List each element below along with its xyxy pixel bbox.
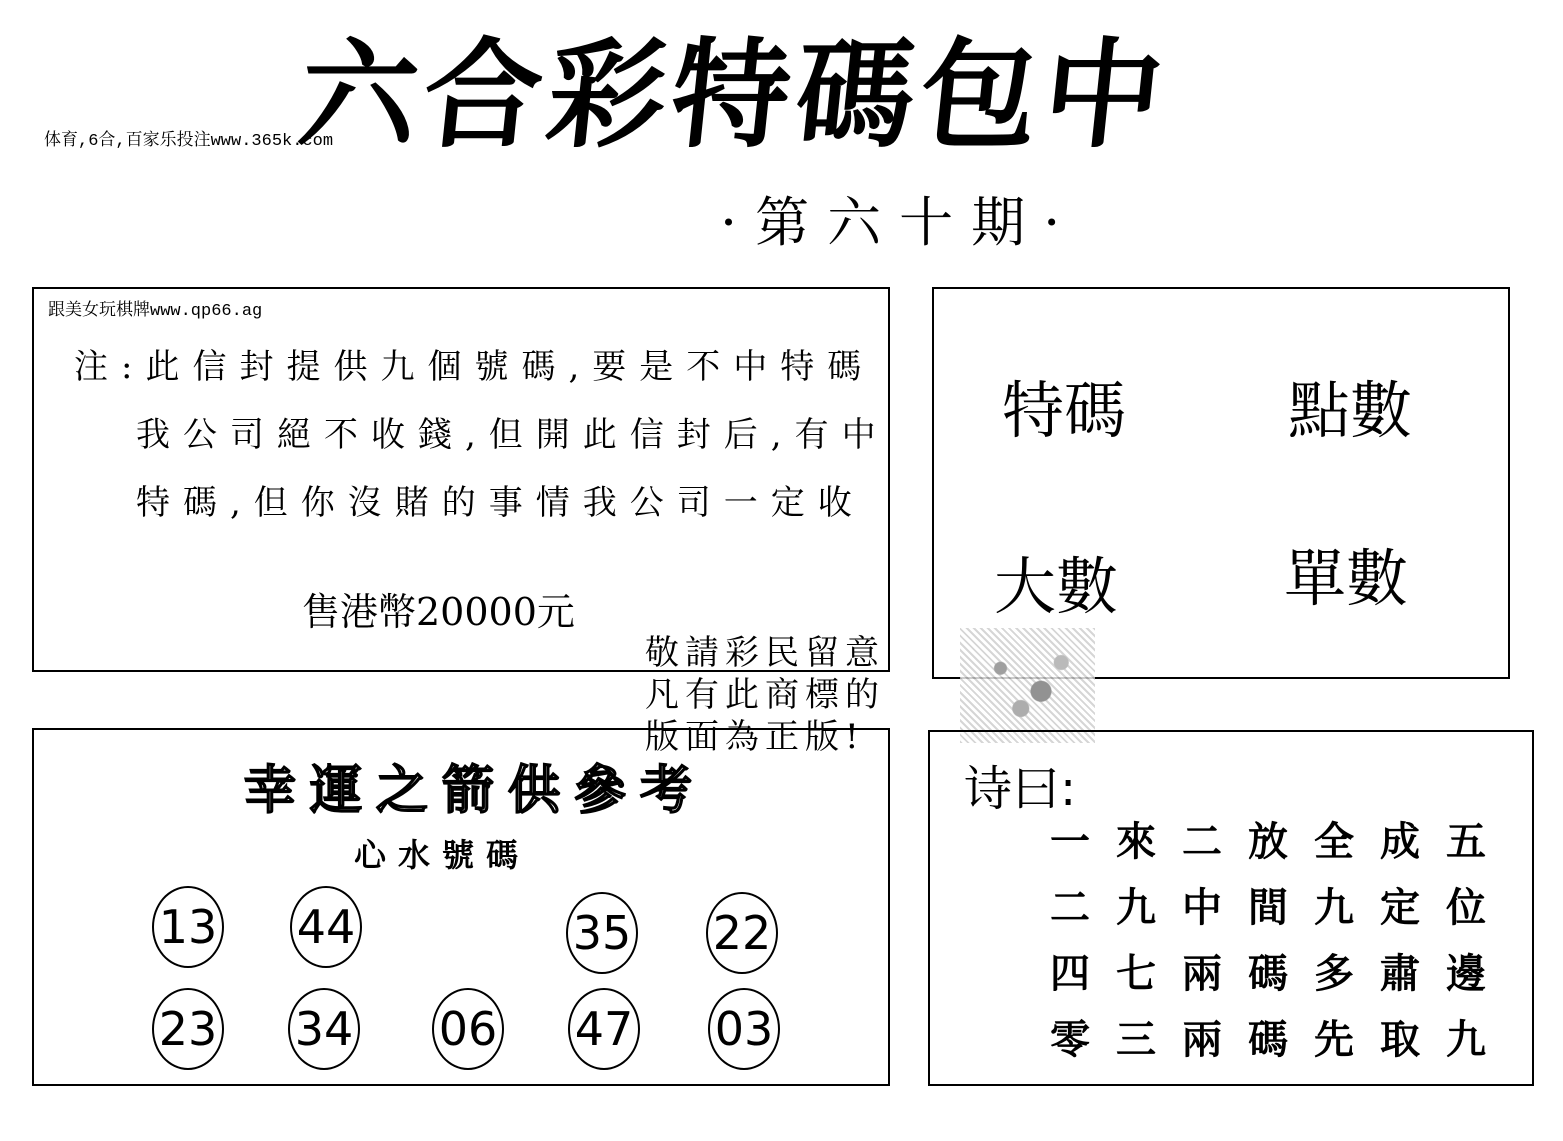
price-text: 售港幣20000元: [302, 590, 575, 634]
number-ball: 47: [568, 988, 640, 1070]
feature-odd-numbers: 單數: [1284, 542, 1409, 615]
poem-line-2: 二九中間九定位: [1050, 884, 1512, 931]
number-ball: 23: [152, 988, 224, 1070]
note-ad-text: 跟美女玩棋牌www.qp66.ag: [48, 302, 263, 321]
note-line-2: 我公司絕不收錢,但開此信封后,有中: [136, 415, 889, 455]
feature-special-code: 特碼: [1002, 374, 1127, 447]
number-ball: 03: [708, 988, 780, 1070]
page-title: 六合彩特碼包中: [292, 25, 1176, 164]
note-line-1: 注:此信封提供九個號碼,要是不中特碼: [74, 347, 875, 387]
header-ad-text: 体育,6合,百家乐投注www.365k.com: [44, 132, 334, 151]
poem-box: [928, 730, 1534, 1086]
notice-line-2: 凡有此商標的: [645, 675, 885, 715]
poem-heading: 诗曰:: [964, 761, 1077, 817]
note-line-3: 特碼,但你沒賭的事情我公司一定收: [136, 483, 865, 523]
number-ball: 13: [152, 886, 224, 968]
lucky-title: 幸運之箭供參考: [244, 760, 707, 821]
number-ball: 35: [566, 892, 638, 974]
notice-line-1: 敬請彩民留意: [645, 633, 885, 673]
trademark-stamp-icon: [960, 628, 1095, 743]
number-ball: 44: [290, 886, 362, 968]
feature-big-numbers: 大數: [994, 550, 1119, 623]
number-ball: 06: [432, 988, 504, 1070]
number-ball: 34: [288, 988, 360, 1070]
issue-number: ·第六十期·: [720, 191, 1079, 254]
poem-line-4: 零三兩碼先取九: [1050, 1016, 1512, 1063]
poem-line-3: 四七兩碼多肅邊: [1050, 950, 1512, 997]
note-box: [32, 287, 890, 672]
notice-line-3: 版面為正版!: [645, 717, 865, 757]
number-ball: 22: [706, 892, 778, 974]
poem-line-1: 一來二放全成五: [1050, 818, 1512, 865]
lucky-subtitle: 心水號碼: [354, 836, 531, 874]
feature-points: 點數: [1288, 374, 1413, 447]
lucky-numbers-box: [32, 728, 890, 1086]
features-box: [932, 287, 1510, 679]
